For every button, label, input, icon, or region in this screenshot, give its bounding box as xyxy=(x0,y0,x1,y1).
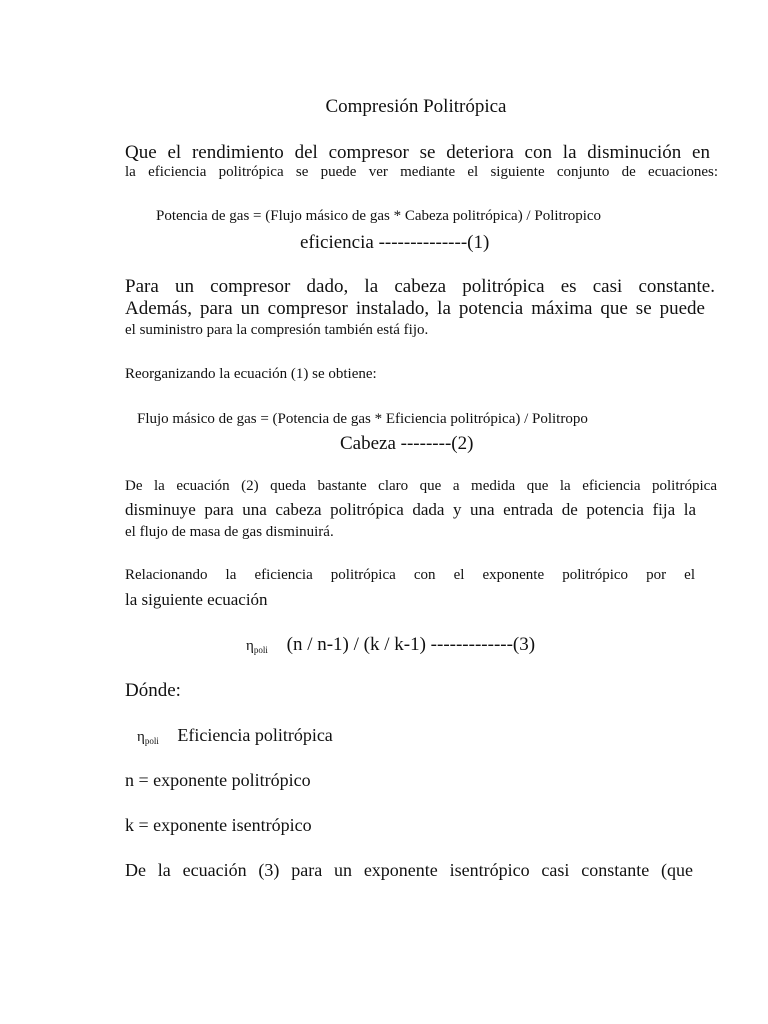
eta-poli-symbol-def xyxy=(137,729,159,745)
paragraph-5-line-2: la siguiente ecuación xyxy=(125,590,268,609)
paragraph-4-line-1: De la ecuación (2) queda bastante claro que a medida que la eficiencia politrópica xyxy=(125,478,717,494)
paragraph-2-line-1: Para un compresor dado, la cabeza politrópica es casi constante. xyxy=(125,276,715,297)
eta-letter-def: η xyxy=(137,729,145,745)
eta-poli-symbol xyxy=(246,638,268,654)
definition-k: k = exponente isentrópico xyxy=(125,815,312,835)
definition-n: n = exponente politrópico xyxy=(125,770,311,790)
paragraph-1-line-2: la eficiencia politrópica se puede ver mediante el siguiente conjunto de ecuaciones: xyxy=(125,164,718,180)
paragraph-3: Reorganizando la ecuación (1) se obtiene: xyxy=(125,366,377,382)
equation-1-line-2: eficiencia --------------(1) xyxy=(300,232,490,253)
equation-1-line-1: Potencia de gas = (Flujo másico de gas * Cabeza politrópica) / Politropico xyxy=(156,208,602,224)
equation-3 xyxy=(246,634,535,656)
paragraph-5-line-1: Relacionando la eficiencia politrópica con el exponente politrópico por el xyxy=(125,567,695,583)
equation-3-expression: (n / n-1) / (k / k-1) -------------(3) xyxy=(286,634,536,655)
paragraph-2-line-3: el suministro para la compresión también está fijo. xyxy=(125,322,429,338)
paragraph-4-line-2: disminuye para una cabeza politrópica dada y una entrada de potencia fija la xyxy=(125,500,696,519)
document-title: Compresión Politrópica xyxy=(325,96,507,117)
paragraph-2-line-2: Además, para un compresor instalado, la potencia máxima que se puede xyxy=(125,298,705,319)
equation-2-line-2: Cabeza --------(2) xyxy=(340,433,474,454)
paragraph-4-line-3: el flujo de masa de gas disminuirá. xyxy=(125,524,334,540)
eta-letter: η xyxy=(246,638,254,654)
definition-eta-text: Eficiencia politrópica xyxy=(177,725,333,745)
eta-subscript-def: poli xyxy=(144,736,159,746)
paragraph-6: De la ecuación (3) para un exponente isentrópico casi constante (que xyxy=(125,860,693,880)
donde-heading: Dónde: xyxy=(125,680,181,701)
paragraph-1-line-1: Que el rendimiento del compresor se deteriora con la disminución en xyxy=(125,142,710,163)
definition-eta xyxy=(137,725,333,746)
equation-2-line-1: Flujo másico de gas = (Potencia de gas * Eficiencia politrópica) / Politropo xyxy=(137,411,588,427)
eta-subscript: poli xyxy=(253,645,268,655)
